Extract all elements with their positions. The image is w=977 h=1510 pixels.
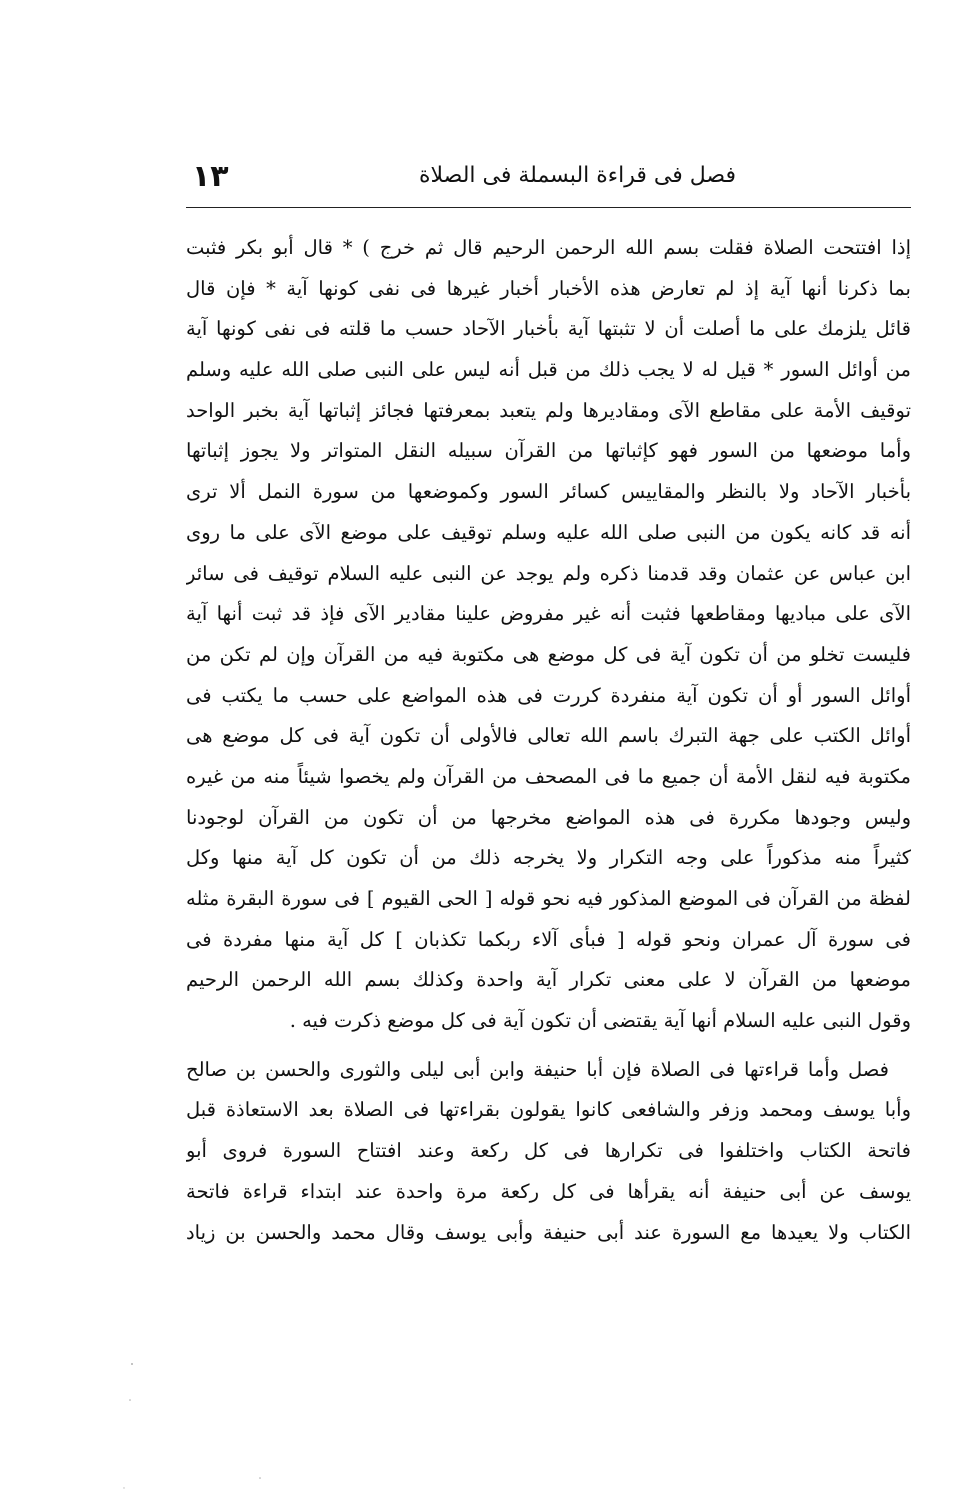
paragraph-gap bbox=[186, 1042, 911, 1050]
text-line: بما ذكرنا أنها آية إذ لم تعارض هذه الأخبار أخبار غيرها فى نفى كونها آية * فإن قال bbox=[186, 276, 911, 300]
text-line: توقيف الأمة على مقاطع الآى ومقاديرها ولم يتعبد بمعرفتها فجائز إثباتها آية بخبر الواحد bbox=[186, 398, 911, 422]
text-line: كثيراً منه مذكوراً على وجه التكرار ولا يخرجه ذلك من أن تكون كل آية منها وكل bbox=[186, 846, 911, 870]
text-line: فليست تخلو من أن تكون آية فى كل موضع هى مكتوبة فيه من القرآن وإن لم تكن من bbox=[186, 642, 911, 666]
running-title: فصل فى قراءة البسملة فى الصلاة bbox=[419, 163, 736, 188]
text-line: الآى على مباديها ومقاطعها فثبت أنه غير مفروض علينا مقادير الآى فإذ قد ثبت أنها آية bbox=[186, 602, 911, 626]
text-line: أوائل الكتب على جهة التبرك باسم الله تعالى فالأولى أن تكون آية فى كل موضع هى bbox=[186, 724, 911, 748]
paragraph-2 bbox=[186, 1050, 911, 1253]
body-text bbox=[186, 228, 911, 1253]
text-line: وليس وجودها مكررة فى هذه المواضع مخرجها من أن تكون من القرآن لوجودنا bbox=[186, 805, 911, 829]
text-line: وقول النبى عليه السلام أنها آية يقتضى أن تكون آية فى كل موضع ذكرت فيه . bbox=[289, 1009, 911, 1033]
text-line: لفظة من القرآن فى الموضع المذكور فيه نحو قوله [ الحى القيوم ] فى سورة البقرة مثله bbox=[186, 887, 911, 910]
text-line: قائل يلزمك على ما أصلت أن لا تثبتها آية بأخبار الآحاد حسب ما قلته فى نفى كونها آية bbox=[186, 317, 911, 341]
scan-specks bbox=[110, 1360, 290, 1490]
paragraph-1 bbox=[186, 228, 911, 1042]
text-line: بأخبار الآحاد ولا بالنظر والمقاييس كسائر السور وكموضعها من سورة النمل ألا ترى bbox=[186, 480, 911, 504]
text-line: وأبا يوسف ومحمد وزفر والشافعى كانوا يقولون بقراءتها فى الصلاة بعد الاستعاذة قبل bbox=[186, 1098, 911, 1122]
text-line: موضعها من القرآن لا على معنى تكرار آية واحدة وكذلك بسم الله الرحمن الرحيم bbox=[186, 968, 911, 992]
text-line: فى سورة آل عمران ونحو قوله [ فبأى آلاء ربكما تكذبان ] كل آية منها مفردة فى bbox=[186, 927, 911, 951]
text-line: وأما موضعها من السور فهو كإثباتها من القرآن سبيله النقل المتواتر ولا يجوز إثباتها bbox=[186, 439, 911, 463]
text-line: ابن عباس عن عثمان وقد قدمنا ذكره ولم يوجد عن النبى عليه السلام توقيف فى سائر bbox=[186, 561, 911, 585]
page-number: ١٣ bbox=[192, 159, 229, 194]
page-header bbox=[186, 155, 911, 205]
text-line: فاتحة الكتاب واختلفوا فى تكرارها فى كل ركعة وعند افتتاح السورة فروى أبو bbox=[186, 1139, 911, 1163]
text-line: أنه قد كانه يكون من النبى صلى الله عليه وسلم توقيف على موضع الآى على ما روى bbox=[186, 520, 911, 544]
text-line: فصل وأما قراءتها فى الصلاة فإن أبا حنيفة وابن أبى ليلى والثورى والحسن بن صالح bbox=[186, 1057, 889, 1081]
text-line: مكتوبة فيه لنقل الأمة أن جميع ما فى المصحف من القرآن ولم يخصوا شيئاً منه من غيره bbox=[186, 764, 911, 788]
text-line: إذا افتتحت الصلاة فقلت بسم الله الرحمن الرحيم قال ثم خرج ) * قال أبو بكر فثبت bbox=[186, 236, 911, 259]
text-line: يوسف عن أبى حنيفة أنه يقرأها فى كل ركعة مرة واحدة عند ابتداء قراءة فاتحة bbox=[186, 1179, 911, 1203]
text-line: الكتاب ولا يعيدها مع السورة عند أبى حنيفة وأبى يوسف وقال محمد والحسن بن زياد bbox=[186, 1220, 911, 1244]
header-rule bbox=[186, 207, 911, 208]
text-line: من أوائل السور * قيل له لا يجب ذلك من قبل أنه ليس على النبى صلى الله عليه وسلم bbox=[186, 358, 911, 382]
text-line: أوائل السور أو أن تكون آية منفردة كررت فى هذه المواضع على حسب ما يكتب فى bbox=[186, 683, 911, 707]
